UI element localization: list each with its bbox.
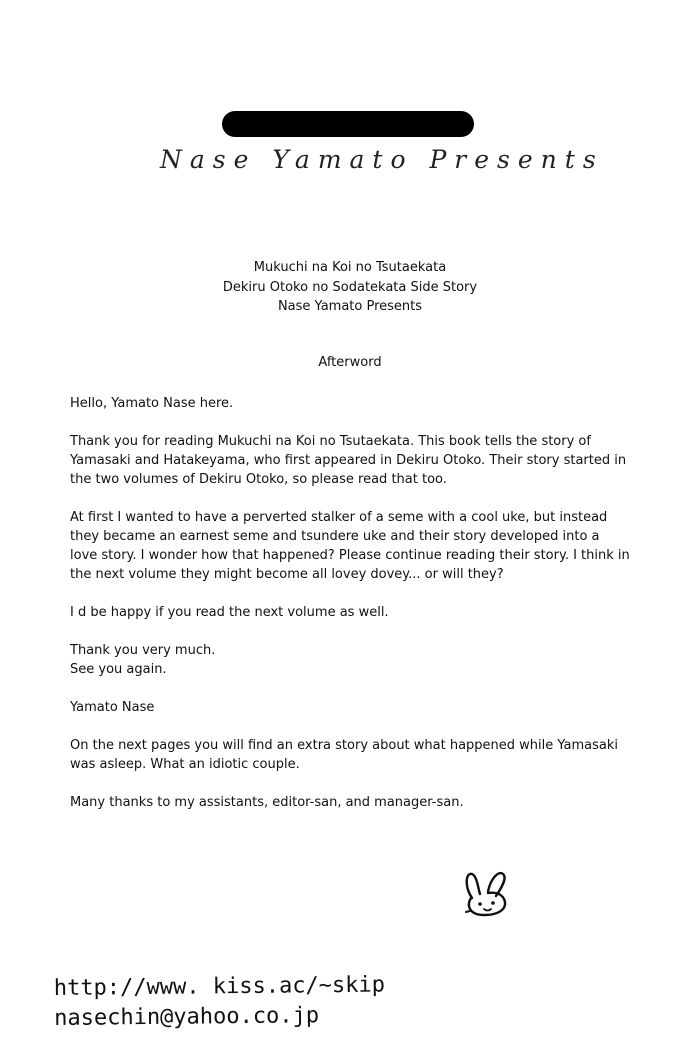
see-you-line: See you again. <box>70 662 167 677</box>
rabbit-doodle-icon <box>458 868 518 920</box>
handwritten-email: nasechin@yahoo.co.jp <box>54 1003 320 1031</box>
handwritten-contact <box>54 970 435 1034</box>
acknowledgements-paragraph: Many thanks to my assistants, editor-san, and manager-san. <box>70 795 464 810</box>
story-origin-paragraph: At first I wanted to have a perverted stalker of a seme with a cool uke, but instead they became an earnest seme and tsundere uke and their story developed into a love story. I wonder how that happened? Please continue reading their story. I think in the next volume they might become all lovey dovey... or will they? <box>70 510 630 582</box>
greeting-paragraph: Hello, Yamato Nase here. <box>70 396 234 411</box>
title-line-3: Nase Yamato Presents <box>277 299 423 314</box>
title-line-2: Dekiru Otoko no Sodatekata Side Story <box>222 279 478 295</box>
title-line-1: Mukuchi na Koi no Tsutaekata <box>253 260 447 275</box>
title-block <box>150 258 550 317</box>
thanks-line: Thank you very much. <box>70 643 216 658</box>
signature: Yamato Nase <box>70 700 155 715</box>
extra-story-paragraph: On the next pages you will find an extra story about what happened while Yamasaki was asleep. What an idiotic couple. <box>70 738 619 772</box>
thanks-for-reading-paragraph: Thank you for reading Mukuchi na Koi no Tsutaekata. This book tells the story of Yamasaki and Hatakeyama, who first appeared in Dekiru Otoko. Their story started in the two volumes of Dekiru Otoko, so please read that too. <box>70 434 627 487</box>
afterword-body <box>70 394 630 831</box>
afterword-title: Afterword <box>318 355 382 370</box>
presents-logo: Nase Yamato Presents <box>160 145 604 174</box>
redaction-bar <box>222 111 474 137</box>
next-volume-paragraph: I d be happy if you read the next volume as well. <box>70 605 389 620</box>
handwritten-url: http://www. kiss.ac/~skip <box>53 972 386 1001</box>
